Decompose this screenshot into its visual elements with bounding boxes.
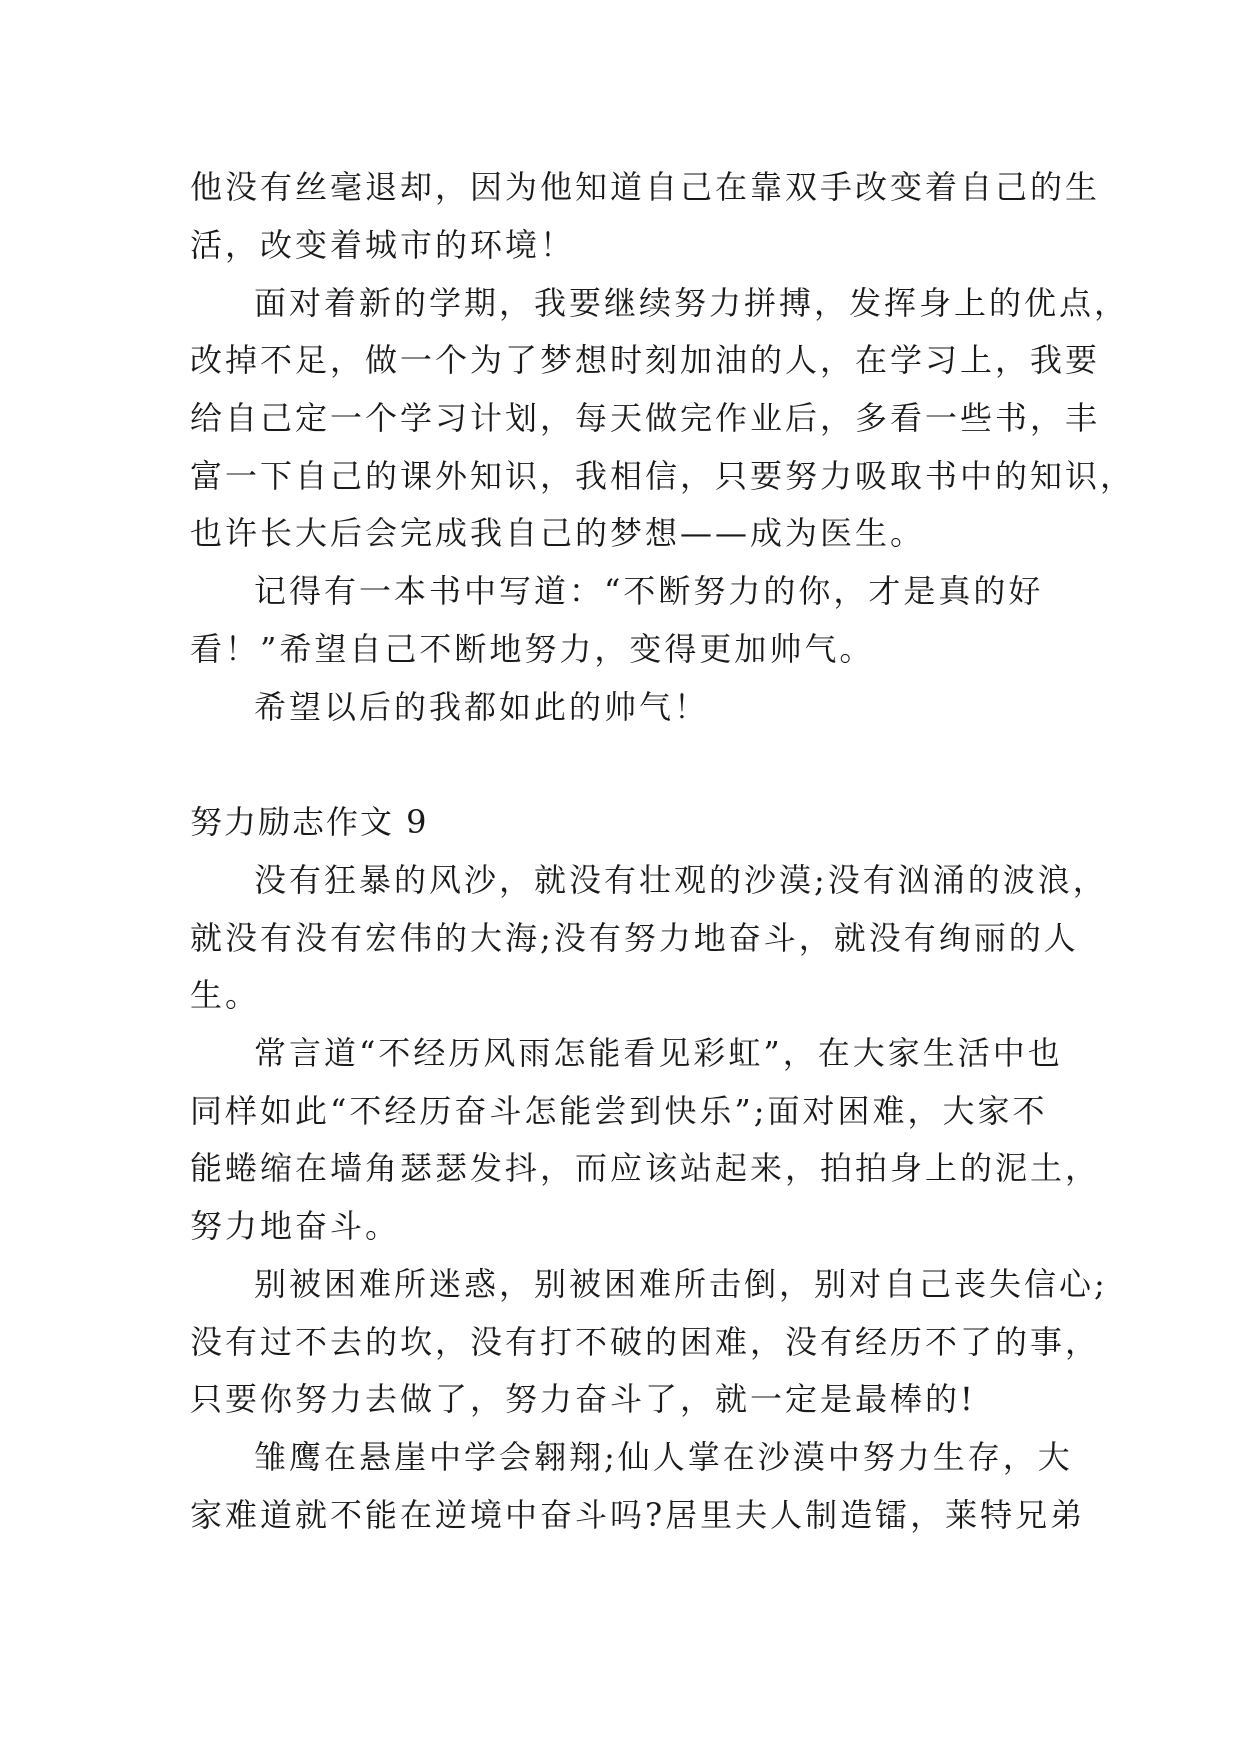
text-line: 他没有丝毫退却，因为他知道自己在靠双手改变着自己的生 bbox=[190, 168, 1101, 206]
text-line: 别被困难所迷惑，别被困难所击倒，别对自己丧失信心; bbox=[254, 1265, 1108, 1303]
text-line: 生。 bbox=[190, 976, 261, 1014]
text-line: 努力地奋斗。 bbox=[190, 1207, 401, 1245]
text-line: 常言道“不经历风雨怎能看见彩虹”，在大家生活中也 bbox=[254, 1034, 1063, 1072]
text-line: 富一下自己的课外知识，我相信，只要努力吸取书中的知识， bbox=[190, 457, 1136, 495]
text-line: 同样如此“不经历奋斗怎能尝到快乐”;面对困难，大家不 bbox=[190, 1092, 1048, 1130]
text-line: 记得有一本书中写道：“不断努力的你，才是真的好 bbox=[254, 572, 1044, 610]
text-line: 希望以后的我都如此的帅气！ bbox=[254, 688, 710, 726]
text-line: 看！”希望自己不断地努力，变得更加帅气。 bbox=[190, 630, 875, 668]
text-line: 面对着新的学期，我要继续努力拼搏，发挥身上的优点， bbox=[254, 284, 1130, 322]
text-line: 只要你努力去做了，努力奋斗了，就一定是最棒的! bbox=[190, 1380, 976, 1418]
text-line: 就没有没有宏伟的大海;没有努力地奋斗，就没有绚丽的人 bbox=[190, 919, 1079, 957]
text-line: 改掉不足，做一个为了梦想时刻加油的人，在学习上，我要 bbox=[190, 341, 1101, 379]
text-line: 活，改变着城市的环境！ bbox=[190, 226, 576, 264]
text-line: 没有狂暴的风沙，就没有壮观的沙漠;没有汹涌的波浪， bbox=[254, 861, 1108, 899]
text-line: 能蜷缩在墙角瑟瑟发抖，而应该站起来，拍拍身上的泥土， bbox=[190, 1149, 1101, 1187]
text-line: 给自己定一个学习计划，每天做完作业后，多看一些书，丰 bbox=[190, 399, 1101, 437]
text-line: 没有过不去的坎，没有打不破的困难，没有经历不了的事， bbox=[190, 1323, 1101, 1361]
text-line: 也许长大后会完成我自己的梦想——成为医生。 bbox=[190, 514, 926, 552]
section-heading: 努力励志作文 9 bbox=[190, 803, 429, 841]
text-line: 家难道就不能在逆境中奋斗吗?居里夫人制造镭，莱特兄弟 bbox=[190, 1496, 1086, 1534]
text-line: 雏鹰在悬崖中学会翱翔;仙人掌在沙漠中努力生存，大 bbox=[254, 1438, 1073, 1476]
